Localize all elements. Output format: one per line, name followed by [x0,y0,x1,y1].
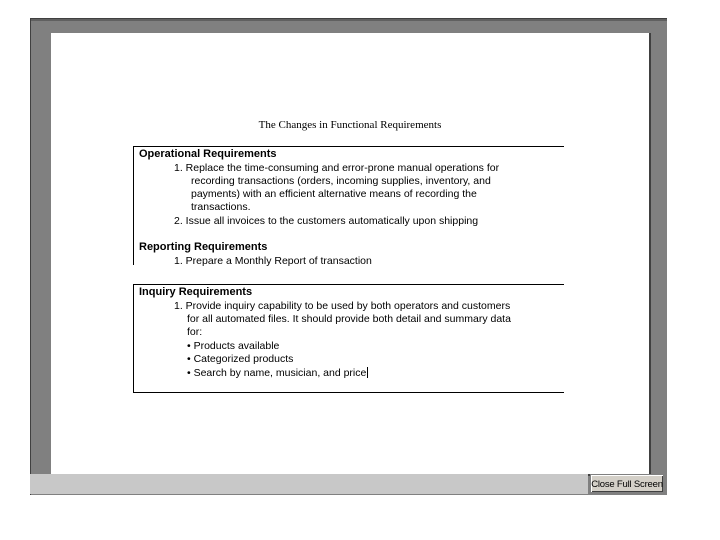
operational-reporting-box [133,146,564,265]
reporting-heading: Reporting Requirements [139,241,268,253]
operational-line-2: recording transactions (orders, incoming supplies, inventory, and [191,175,491,187]
inquiry-line-1: 1. Provide inquiry capability to be used by both operators and customers [174,300,511,312]
operational-heading: Operational Requirements [139,148,277,160]
viewer-window [30,18,667,495]
window-top-edge [31,19,667,21]
inquiry-bullet-3-text: • Search by name, musician, and price [187,367,367,379]
operational-line-1: 1. Replace the time-consuming and error-prone manual operations for [174,162,500,174]
close-full-screen-button[interactable]: Close Full Screen [590,474,664,493]
document-page[interactable] [51,33,651,476]
status-bar [30,474,588,494]
inquiry-bullet-1: • Products available [187,340,280,352]
inquiry-heading: Inquiry Requirements [139,286,253,298]
text-cursor [367,367,368,378]
inquiry-bullet-3 [187,367,368,379]
inquiry-line-3: for: [187,326,203,338]
reporting-line-1: 1. Prepare a Monthly Report of transaction [174,255,372,267]
inquiry-box [133,284,564,393]
document-title: The Changes in Functional Requirements [258,119,442,131]
inquiry-bullet-2: • Categorized products [187,353,294,365]
operational-line-3: payments) with an efficient alternative means of recording the [191,188,477,200]
operational-line-4: transactions. [191,201,251,213]
operational-line-5: 2. Issue all invoices to the customers automatically upon shipping [174,215,479,227]
inquiry-line-2: for all automated files. It should provide both detail and summary data [187,313,511,325]
